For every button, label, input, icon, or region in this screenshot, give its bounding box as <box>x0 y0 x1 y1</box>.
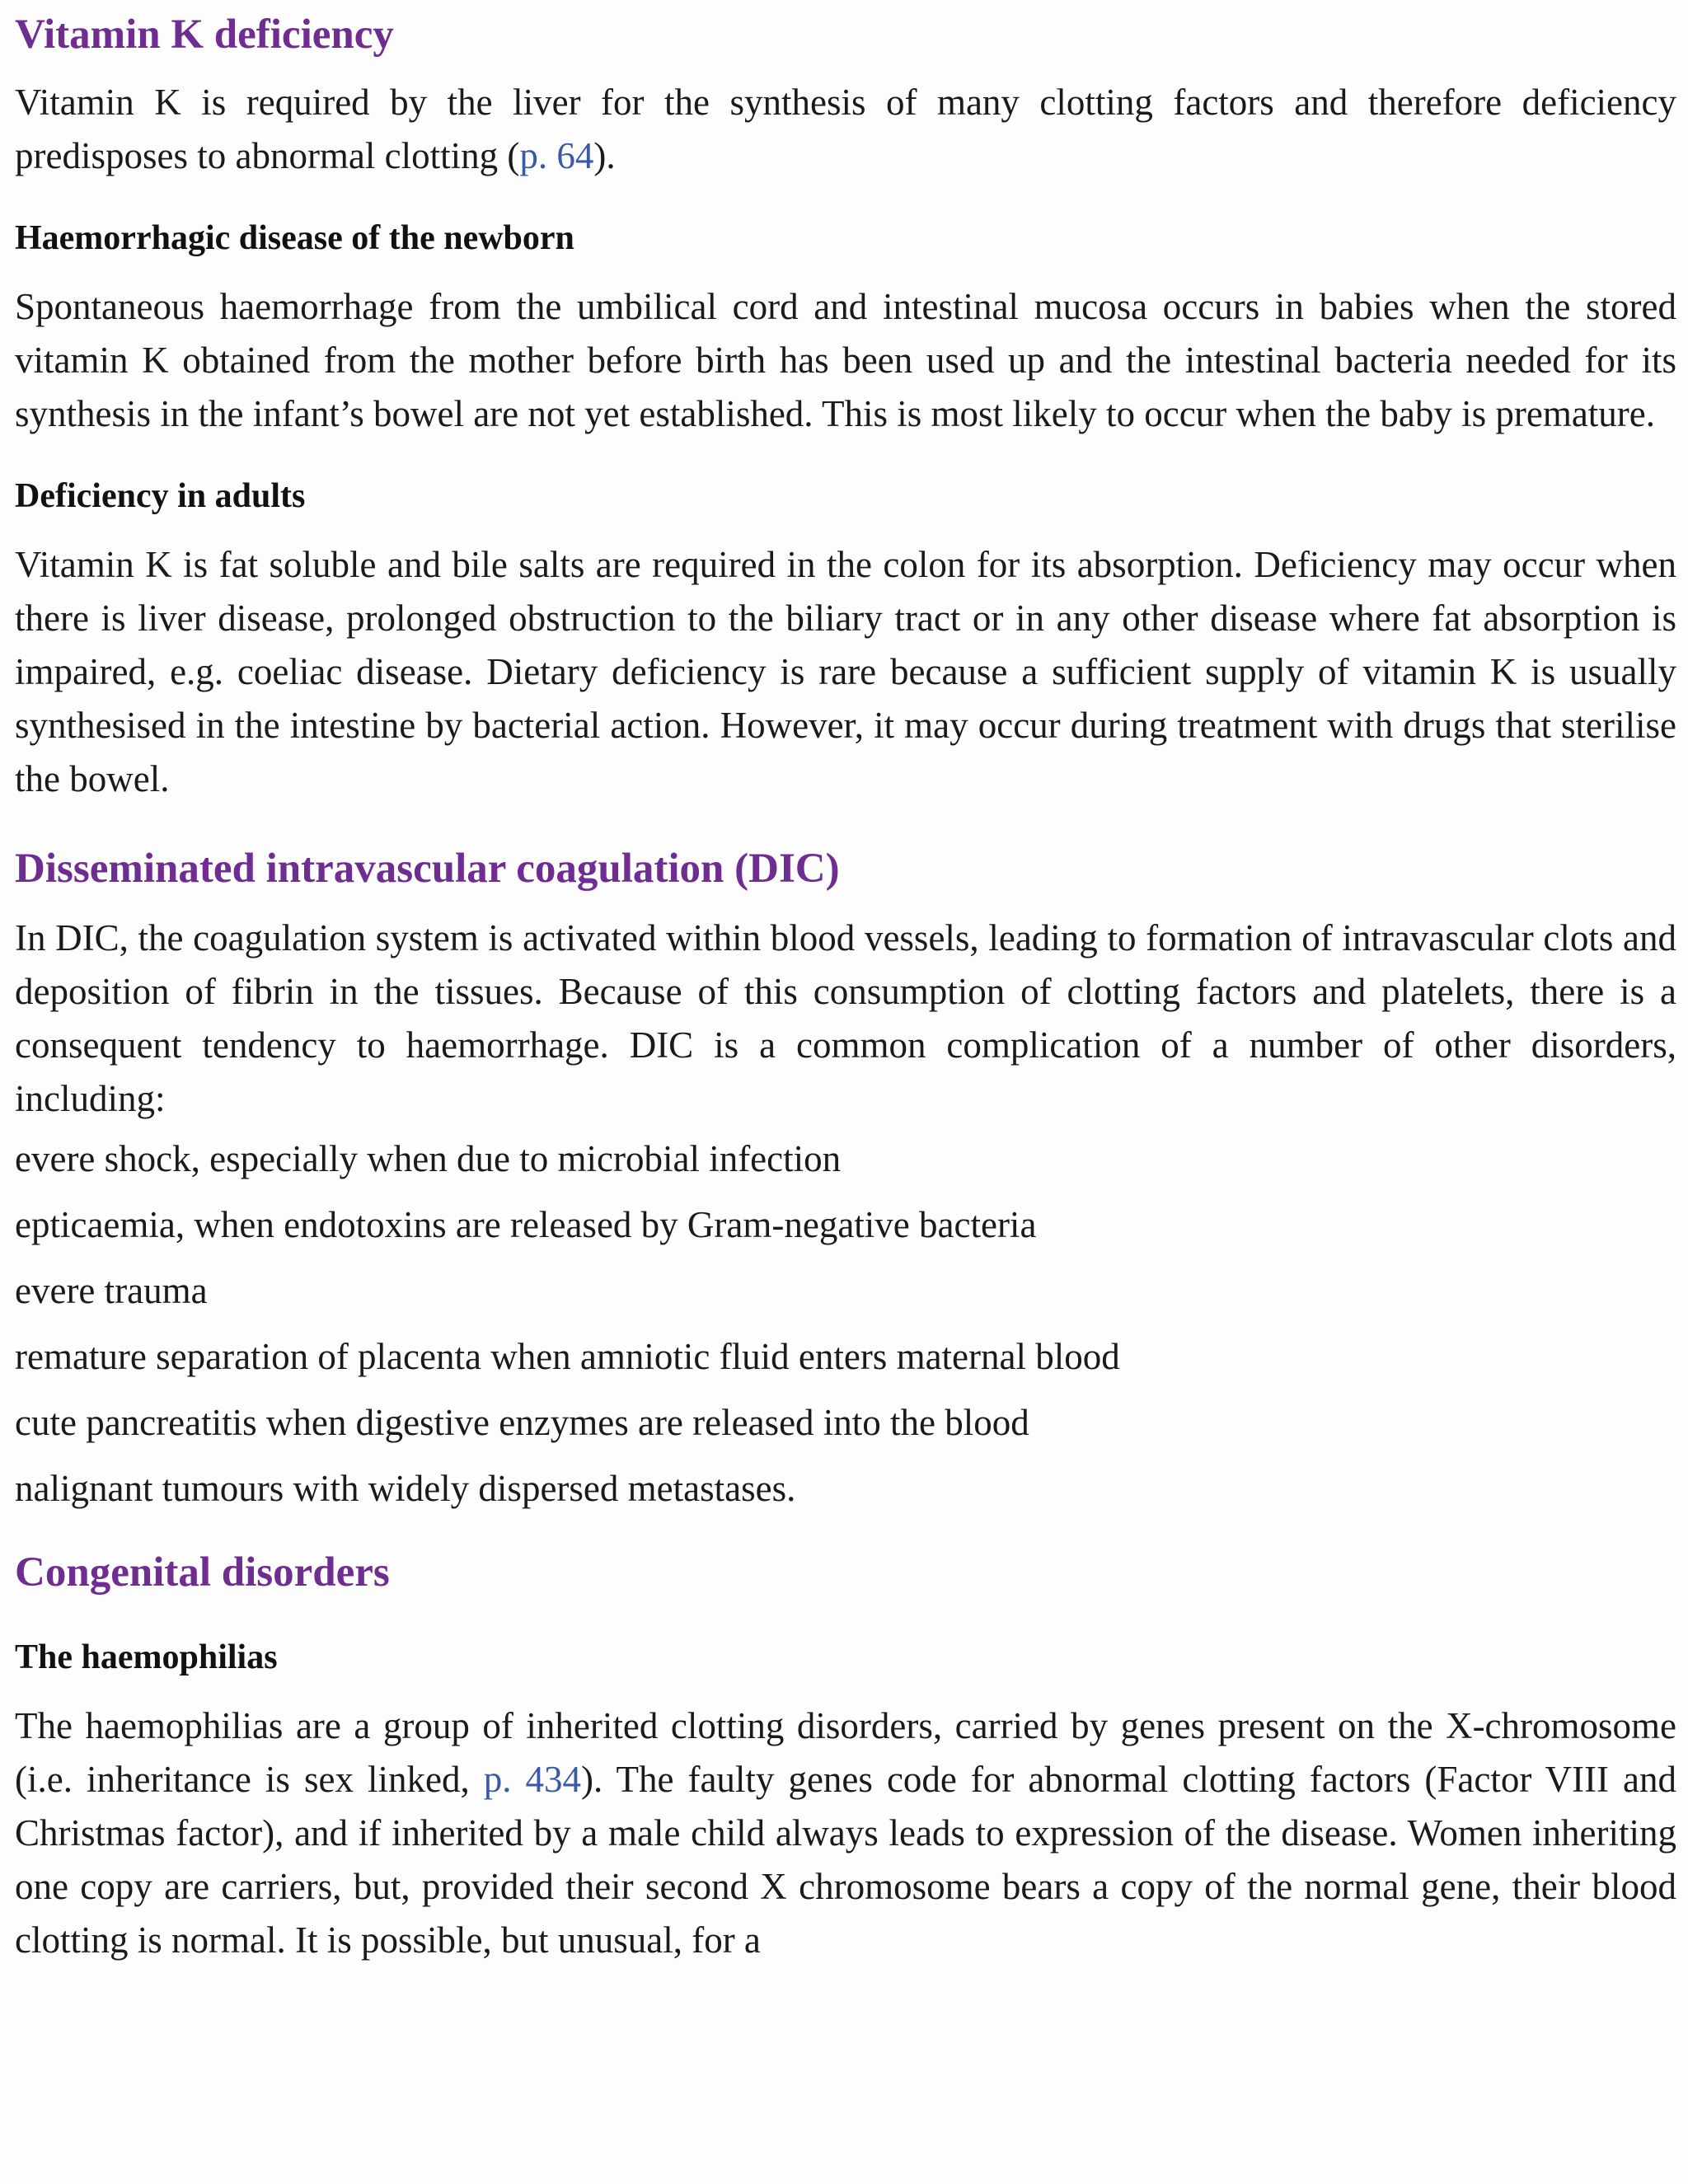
heading-haemorrhagic-disease-newborn: Haemorrhagic disease of the newborn <box>15 219 574 257</box>
heading-the-haemophilias: The haemophilias <box>15 1638 278 1676</box>
newborn-paragraph: Spontaneous haemorrhage from the umbilical cord and intestinal mucosa occurs in babies when the stored vitamin K obtained from the mother before birth has been used up and the intestinal bacteria needed for its synthesis in the infant’s bowel are not yet established. This is most likely to occur when the baby is premature. <box>15 286 1676 434</box>
vitamin-k-intro-end: ). <box>593 135 616 176</box>
dic-causes-list <box>15 1126 1676 1521</box>
vitamin-k-intro-paragraph <box>15 76 1676 183</box>
heading-congenital-disorders: Congenital disorders <box>15 1549 390 1596</box>
dic-paragraph: In DIC, the coagulation system is activated within blood vessels, leading to formation of intravascular clots and deposition of fibrin in the tissues. Because of this consumption of clotting factors and platelets, there is a consequent tendency to haemorrhage. DIC is a common complication of a number of other disorders, including: <box>15 917 1676 1119</box>
vitamin-k-intro-text: Vitamin K is required by the liver for the synthesis of many clotting factors and therefore deficiency predisposes to abnormal clotting ( <box>15 82 1676 176</box>
list-item: cute pancreatitis when digestive enzymes are released into the blood <box>15 1402 1029 1443</box>
list-item: nalignant tumours with widely dispersed metastases. <box>15 1468 796 1509</box>
document-page <box>15 0 1676 1967</box>
haemophilias-text-cont: ). The faulty genes code for abnormal clotting factors (Factor VIII and Christmas factor), and if inherited by a male child always leads to expression of the disease. Women inheriting one copy are carriers, but, provided their second X chromosome bears a copy of the normal gene, their blood clotting is normal. It is possible, but unusual, for a <box>15 1759 1676 1961</box>
list-item: epticaemia, when endotoxins are released by Gram-negative bacteria <box>15 1204 1037 1245</box>
haemophilias-paragraph <box>15 1699 1676 1967</box>
list-item: evere shock, especially when due to microbial infection <box>15 1138 842 1179</box>
haemophilias-text: The haemophilias are a group of inherited clotting disorders, carried by genes present on the X-chromosome (i.e. inheritance is sex linked, <box>15 1705 1676 1800</box>
heading-deficiency-in-adults: Deficiency in adults <box>15 477 306 515</box>
list-item: evere trauma <box>15 1270 208 1311</box>
heading-dic: Disseminated intravascular coagulation (DIC) <box>15 846 840 892</box>
adults-paragraph: Vitamin K is fat soluble and bile salts are required in the colon for its absorption. Deficiency may occur when there is liver disease, prolonged obstruction to the biliary tract or in any other disease where fat absorption is impaired, e.g. coeliac disease. Dietary deficiency is rare because a sufficient supply of vitamin K is usually synthesised in the intestine by bacterial action. However, it may occur during treatment with drugs that sterilise the bowel. <box>15 544 1676 799</box>
page-link-64[interactable]: p. 64 <box>519 135 594 176</box>
page-link-434[interactable]: p. 434 <box>483 1759 582 1800</box>
heading-vitamin-k-deficiency: Vitamin K deficiency <box>15 12 394 58</box>
list-item: remature separation of placenta when amniotic fluid enters maternal blood <box>15 1336 1120 1377</box>
